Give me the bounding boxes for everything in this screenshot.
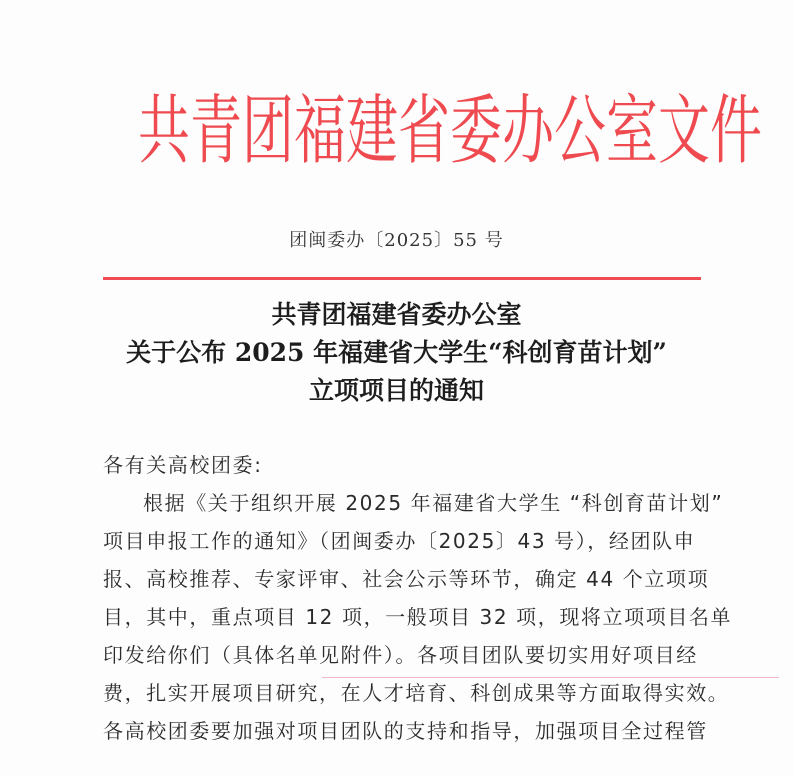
body-line: 目，其中，重点项目 12 项，一般项目 32 项，现将立项项目名单 — [103, 605, 733, 629]
body-line: 费，扎实开展项目研究，在人才培育、科创成果等方面取得实效。 — [103, 681, 730, 705]
letterhead-char: 省 — [398, 88, 451, 176]
salutation: 各有关高校团委: — [103, 453, 263, 477]
letterhead-char: 文 — [658, 88, 711, 176]
letterhead-char: 福 — [294, 88, 347, 176]
letterhead-char: 共 — [138, 88, 191, 176]
scan-artifact-line — [322, 677, 779, 678]
body-line: 根据《关于组织开展 2025 年福建省大学生 “科创育苗计划” — [143, 491, 724, 515]
body-line: 项目申报工作的通知》（团闽委办〔2025〕43 号），经团队申 — [103, 529, 696, 553]
letterhead-char: 建 — [346, 88, 399, 176]
red-letterhead-title — [138, 88, 763, 176]
letterhead-char: 团 — [242, 88, 295, 176]
letterhead-char: 办 — [502, 88, 555, 176]
red-divider-rule — [103, 277, 701, 280]
notice-title-line-1: 共青团福建省委办公室 — [271, 300, 522, 329]
body-line: 报、高校推荐、专家评审、社会公示等环节，确定 44 个立项项 — [103, 567, 710, 591]
notice-title-line-2: 关于公布 2025 年福建省大学生“科创育苗计划” — [126, 338, 667, 367]
letterhead-char: 青 — [190, 88, 243, 176]
body-line: 印发给你们（具体名单见附件）。各项目团队要切实用好项目经 — [103, 643, 698, 667]
notice-title-line-3: 立项项目的通知 — [308, 376, 484, 405]
letterhead-char: 室 — [606, 88, 659, 176]
letterhead-char: 公 — [554, 88, 607, 176]
document-number: 团闽委办〔2025〕55 号 — [289, 230, 504, 251]
body-line: 各高校团委要加强对项目团队的支持和指导，加强项目全过程管 — [103, 719, 708, 743]
letterhead-char: 委 — [450, 88, 503, 176]
letterhead-char: 件 — [710, 88, 763, 176]
